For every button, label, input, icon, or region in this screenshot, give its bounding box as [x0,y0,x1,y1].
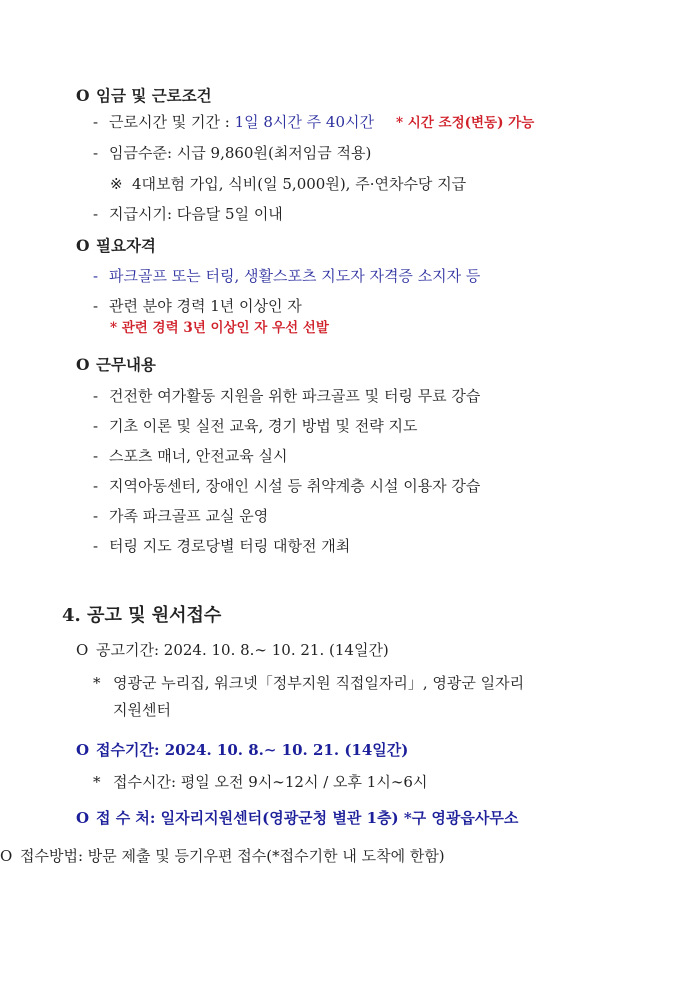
list-item-application-location: O 접 수 처: 일자리지원센터(영광군청 별관 1층) *구 영광읍사무소 [76,809,519,827]
list-item-benefits-note: ※ 4대보험 가입, 식비(일 5,000원), 주·연차수당 지급 [110,175,467,193]
work-hours-value: 1일 8시간 주 40시간 [234,113,374,131]
section-heading-wages: O 임금 및 근로조건 [76,86,212,105]
announce-channels-note: * 영광군 누리집, 워크넷「정부지원 직접일자리」, 영광군 일자리 [93,674,525,692]
dash-bullet: - [93,477,99,495]
list-item-duty: - 기초 이론 및 실전 교육, 경기 방법 및 전략 지도 [93,417,418,435]
asterisk-mark: * [93,674,101,692]
list-item-duty: - 터링 지도 경로당별 터링 대항전 개최 [93,537,351,555]
list-item-wage-level: - 임금수준: 시급 9,860원(최저임금 적용) [93,144,372,162]
section-heading-qualifications: O 필요자격 [76,236,156,255]
asterisk-mark: * [93,773,101,791]
hours-adjust-note: * 시간 조정(변동) 가능 [395,115,535,131]
circle-bullet-icon: O [0,847,13,865]
circle-bullet-icon: O [76,236,90,255]
preference-note: * 관련 경력 3년 이상인 자 우선 선발 [110,320,329,336]
list-item-application-period: O 접수기간: 2024. 10. 8.∼ 10. 21. (14일간) [76,741,409,759]
circle-bullet-icon: O [76,741,90,759]
dash-bullet: - [93,387,99,405]
dash-bullet: - [93,507,99,525]
dash-bullet: - [93,267,99,285]
dash-bullet: - [93,205,99,223]
application-hours-note: * 접수시간: 평일 오전 9시∼12시 / 오후 1시∼6시 [93,773,428,791]
list-item-duty: - 건전한 여가활동 지원을 위한 파크골프 및 터링 무료 강습 [93,387,481,405]
section-title-announcement: 4. 공고 및 원서접수 [62,605,222,626]
list-item-experience: - 관련 분야 경력 1년 이상인 자 [93,297,302,315]
dash-bullet: - [93,297,99,315]
dash-bullet: - [93,113,99,131]
section-heading-duties: O 근무내용 [76,355,156,374]
circle-bullet-icon: O [76,809,90,827]
list-item-application-method: O 접수방법: 방문 제출 및 등기우편 접수(*접수기한 내 도착에 한함) [0,847,445,865]
dash-bullet: - [93,144,99,162]
dash-bullet: - [93,537,99,555]
list-item-pay-date: - 지급시기: 다음달 5일 이내 [93,205,283,223]
dash-bullet: - [93,417,99,435]
circle-bullet-icon: O [76,86,90,105]
announce-channels-note-cont: 지원센터 [113,701,171,719]
list-item-announce-period: O 공고기간: 2024. 10. 8.∼ 10. 21. (14일간) [76,641,389,659]
dash-bullet: - [93,447,99,465]
circle-bullet-icon: O [76,355,90,374]
reference-mark: ※ [110,175,123,193]
circle-bullet-icon: O [76,641,89,659]
list-item-duty: - 지역아동센터, 장애인 시설 등 취약계층 시설 이용자 강습 [93,477,481,495]
list-item-certification: - 파크골프 또는 터링, 생활스포츠 지도자 자격증 소지자 등 [93,267,481,285]
list-item-duty: - 가족 파크골프 교실 운영 [93,507,269,525]
list-item-duty: - 스포츠 매너, 안전교육 실시 [93,447,288,465]
list-item-work-hours: - 근로시간 및 기간 : 1일 8시간 주 40시간 * 시간 조정(변동) 가능 [93,113,535,131]
